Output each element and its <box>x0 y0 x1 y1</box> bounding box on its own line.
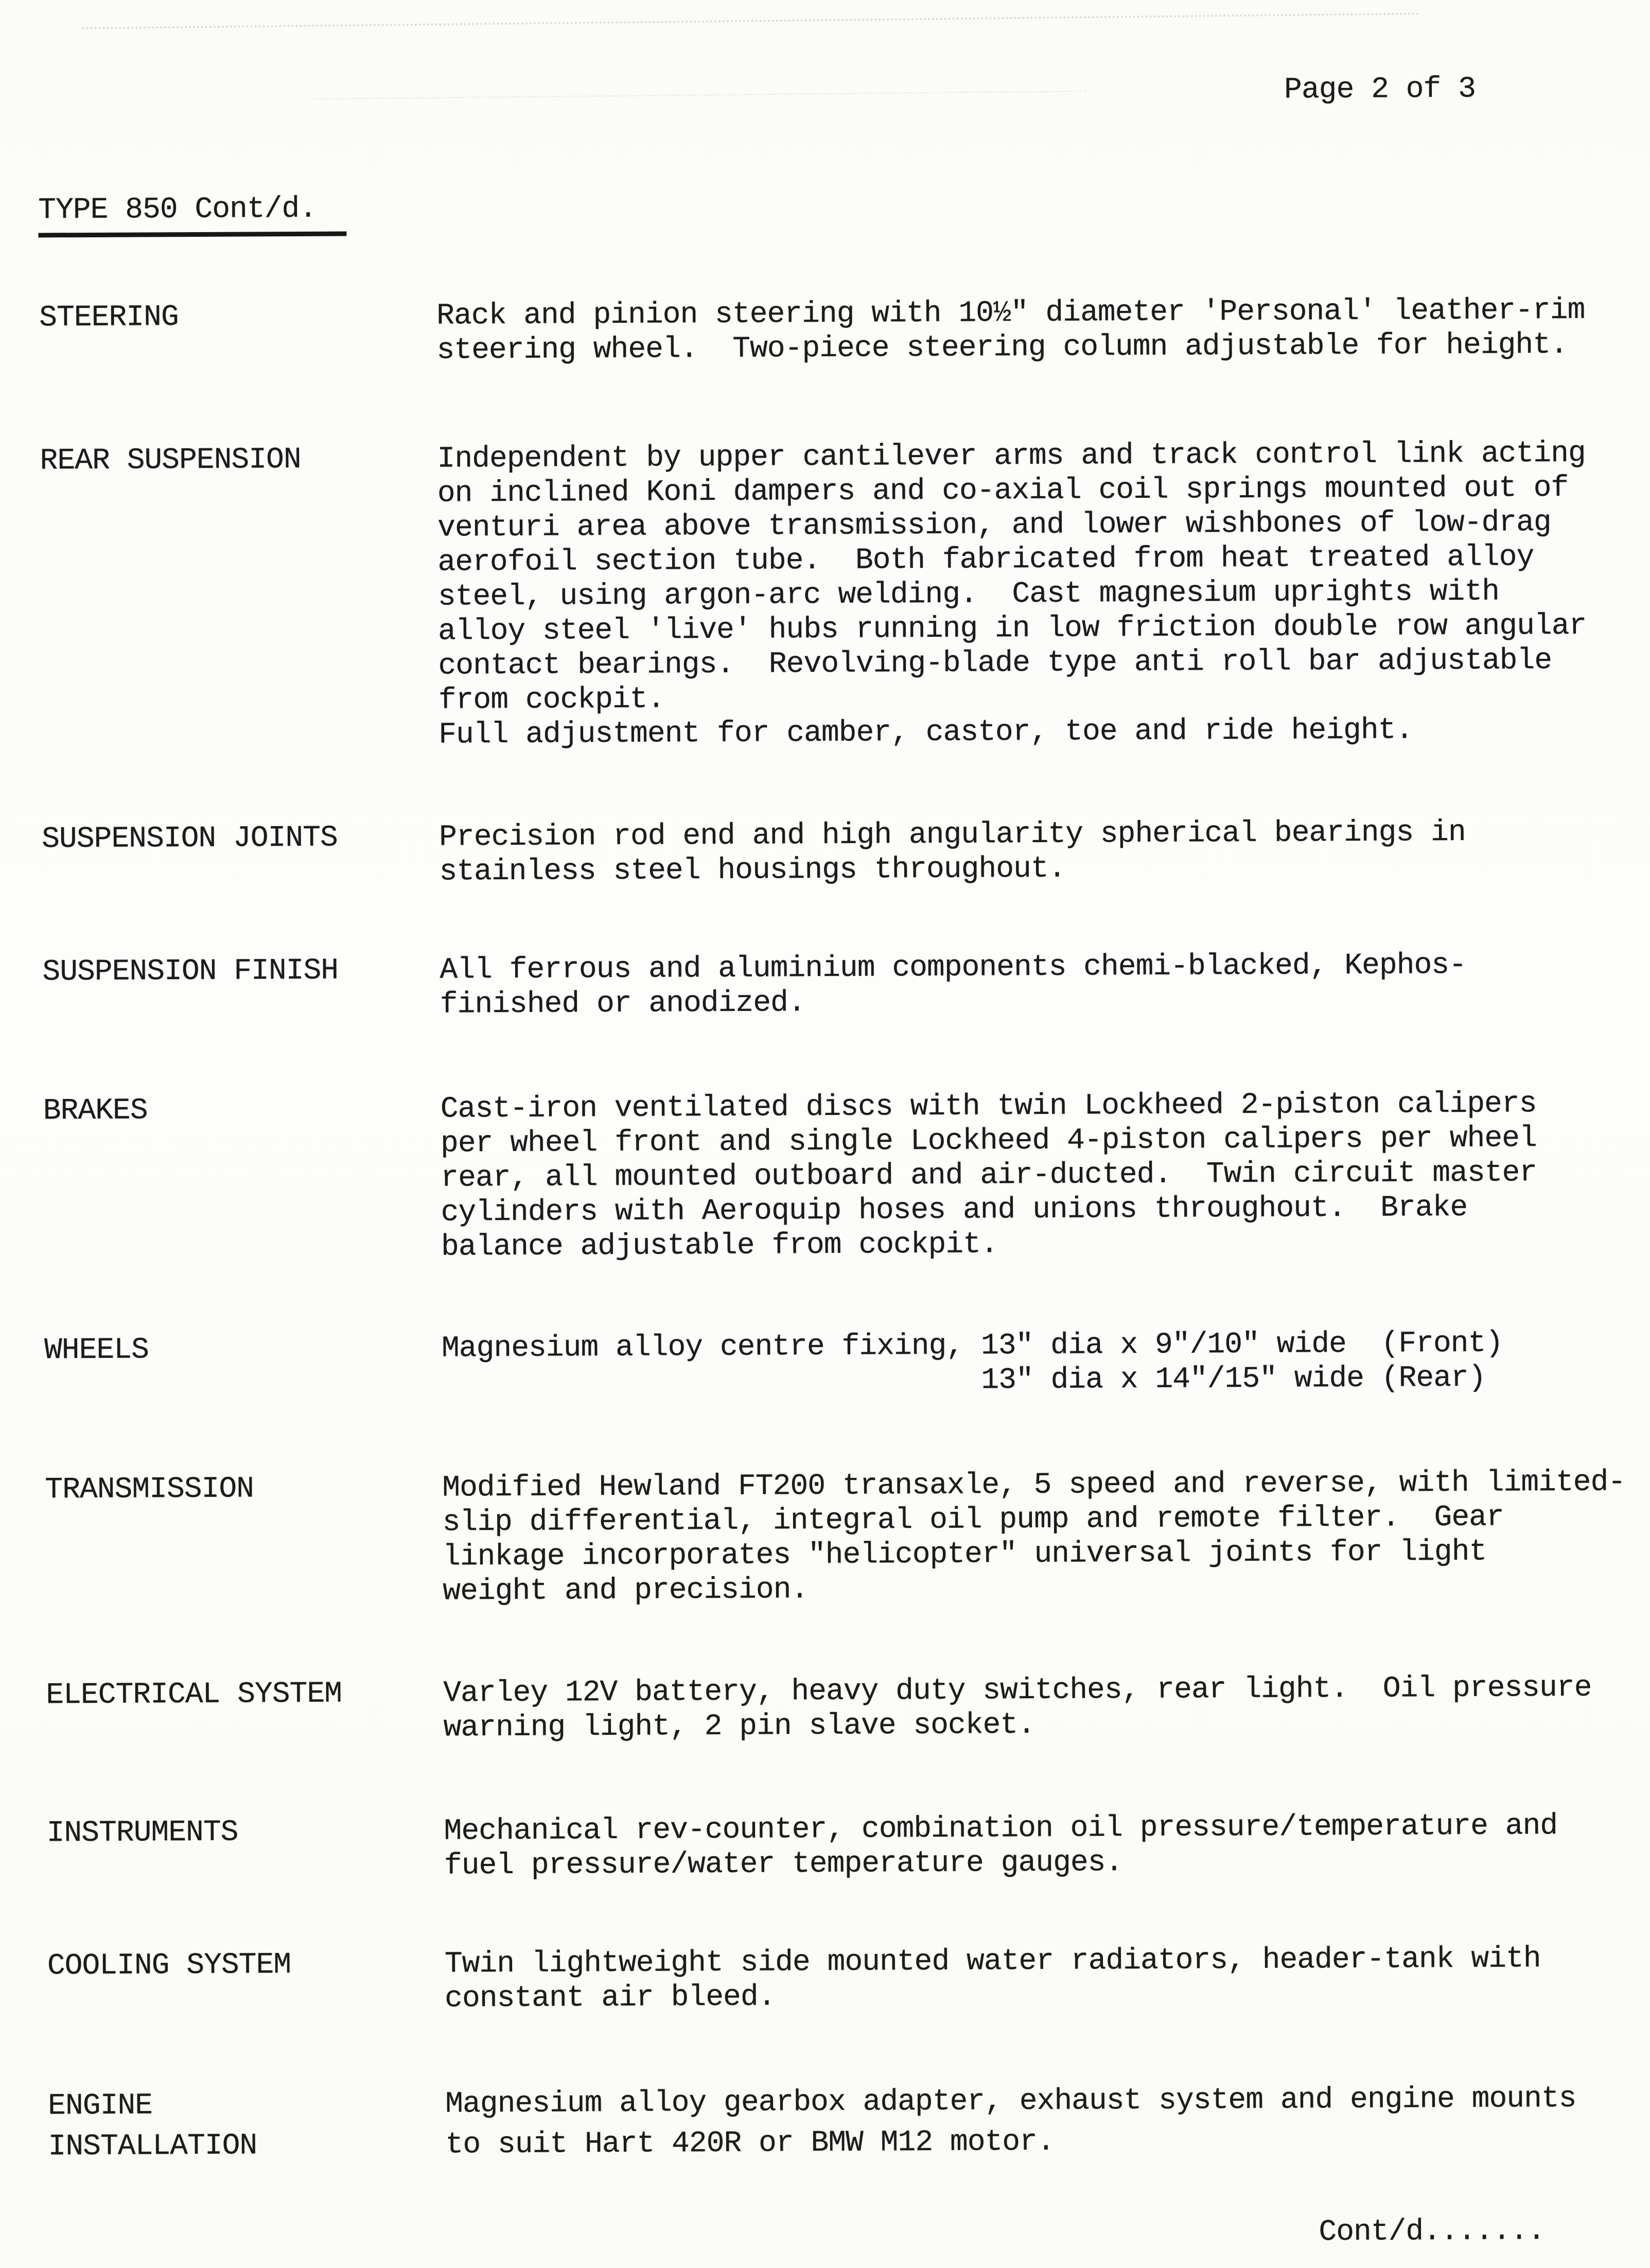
spec-description: Magnesium alloy centre fixing, 13" dia x 9"/10" wide (Front) 13" dia x 14"/15" wide (Rear) <box>441 1327 1503 1400</box>
spec-description: Modified Hewland FT200 transaxle, 5 speed and reverse, with limited- slip differential, integral oil pump and remote filter. Gear linkage incorporates "helicopter" universal joints for light weight and precision. <box>442 1466 1626 1609</box>
spec-label: STEERING <box>39 301 179 335</box>
spec-row-suspension-finish <box>42 947 1633 1022</box>
spec-description: Rack and pinion steering with 10½" diameter 'Personal' leather-rim steering wheel. Two-piece steering column adjustable for height. <box>436 293 1585 368</box>
spec-row-cooling-system <box>47 1941 1638 2016</box>
spec-description: Cast-iron ventilated discs with twin Lockheed 2-piston calipers per wheel front and single Lockheed 4-piston calipers per wheel rear, all mounted outboard and air-ducted. Twin circuit master cylinders with Aeroquip hoses and unions throughout. Brake balance adjustable from cockpit. <box>440 1087 1537 1264</box>
spec-description: Magnesium alloy gearbox adapter, exhaust system and engine mounts to suit Hart 420R or BMW M12 motor. <box>445 2082 1576 2162</box>
spec-row-electrical-system <box>46 1670 1636 1745</box>
spec-label: WHEELS <box>44 1333 149 1368</box>
spec-label: SUSPENSION JOINTS <box>42 821 338 857</box>
spec-row-steering <box>39 293 1629 368</box>
spec-description: Varley 12V battery, heavy duty switches, rear light. Oil pressure warning light, 2 pin slave socket. <box>443 1671 1592 1745</box>
document-title: TYPE 850 Cont/d. <box>38 192 346 238</box>
spec-description: Precision rod end and high angularity spherical bearings in stainless steel housings throughout. <box>439 815 1466 889</box>
spec-row-engine-installation <box>48 2078 1638 2164</box>
spec-description: All ferrous and aluminium components chemi-blacked, Kephos- finished or anodized. <box>440 948 1467 1022</box>
spec-label: SUSPENSION FINISH <box>42 954 339 989</box>
spec-label: TRANSMISSION <box>45 1472 254 1507</box>
spec-label: BRAKES <box>43 1094 148 1128</box>
spec-row-rear-suspension <box>40 436 1630 752</box>
spec-description: Mechanical rev-counter, combination oil pressure/temperature and fuel pressure/water temperature gauges. <box>444 1809 1558 1883</box>
spec-description: Twin lightweight side mounted water radiators, header-tank with constant air bleed. <box>444 1942 1541 2016</box>
continuation-marker: Cont/d....... <box>1319 2214 1546 2249</box>
spec-row-instruments <box>46 1808 1637 1883</box>
spec-row-suspension-joints <box>42 814 1632 889</box>
spec-row-transmission <box>45 1465 1635 1609</box>
spec-label: REAR SUSPENSION <box>40 443 301 478</box>
page-number: Page 2 of 3 <box>1284 72 1476 107</box>
spec-row-brakes <box>43 1086 1634 1264</box>
spec-label: COOLING SYSTEM <box>47 1948 291 1983</box>
spec-label: ENGINE INSTALLATION <box>48 2089 257 2164</box>
spec-row-wheels <box>44 1325 1635 1400</box>
spec-description: Independent by upper cantilever arms and track control link acting on inclined Koni dampers and co-axial coil springs mounted out of venturi area above transmission, and lower wishbones of low-drag aerofoil section tube. Both fabricated from heat treated alloy steel, using argon-arc welding. Cast magnesium uprights with alloy steel 'live' hubs running in low friction double row angular contact bearings. Revolving-blade type anti roll bar adjustable from cockpit. Full adjustment for camber, castor, toe and ride height. <box>437 437 1587 752</box>
spec-label: INSTRUMENTS <box>46 1816 238 1851</box>
spec-label: ELECTRICAL SYSTEM <box>46 1677 342 1713</box>
